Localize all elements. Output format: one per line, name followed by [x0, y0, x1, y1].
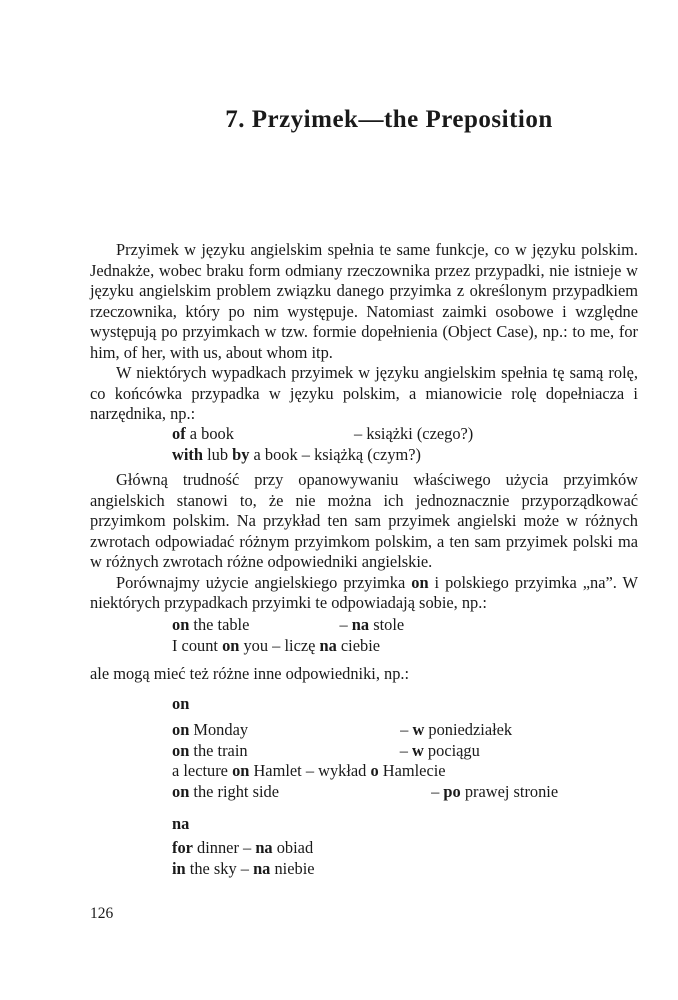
example-row — [172, 424, 474, 445]
paragraph-2: W niektórych wypadkach przyimek w języku angielskim spełnia tę samą rolę, co końcówka przypadka w języku polskim, a mianowicie rolę dopełniacza i narzędnika, np.: — [90, 363, 638, 423]
example-sep: – — [400, 720, 413, 739]
example-pl-group — [340, 615, 405, 634]
example-en: the table — [189, 615, 250, 634]
paragraph-4-bold: on — [411, 572, 429, 592]
section-on — [172, 694, 189, 715]
example-pl: poniedziałek — [424, 720, 513, 739]
example-block-on-na — [172, 615, 405, 656]
example-en: dinner – — [192, 838, 256, 857]
example-en-bold: on — [232, 761, 250, 780]
example-en-bold: on — [172, 615, 190, 634]
section-heading — [172, 694, 189, 715]
example-pl: obiad — [272, 838, 314, 857]
example-row — [172, 781, 559, 803]
example-sep: – wykład — [301, 761, 371, 780]
section-na-rows — [172, 838, 315, 879]
example-pl-bold: w — [412, 720, 425, 739]
example-en-bold: on — [172, 740, 190, 760]
section-heading-text: na — [172, 814, 190, 833]
example-en: the train — [189, 740, 248, 760]
example-en: you – liczę — [239, 635, 320, 655]
paragraph-4 — [90, 573, 638, 614]
example-en-bold: on — [172, 720, 190, 739]
example-row — [172, 740, 480, 762]
example-row — [172, 445, 421, 466]
example-en: a book — [185, 424, 234, 443]
example-en-bold: of — [172, 424, 186, 443]
example-en-bold: in — [172, 858, 186, 878]
example-en: the right side — [189, 781, 279, 801]
example-pl: stole — [369, 615, 405, 634]
example-sep: – — [339, 615, 352, 634]
example-pl-bold: na — [253, 858, 271, 878]
paragraph-other — [90, 664, 638, 685]
example-pl-group — [400, 741, 480, 760]
example-sep: – — [431, 781, 444, 801]
paragraph-4-text: i polskiego przyimka „na”. W niektórych przypadkach przyimki te odpowiadają sobie, np.: — [90, 572, 639, 612]
paragraph-difficulty — [90, 470, 638, 614]
section-on-rows — [172, 720, 559, 802]
example-en-bold: on — [172, 781, 190, 801]
example-pl-bold: o — [370, 761, 379, 780]
chapter-title: 7. Przyimek—the Preposition — [225, 106, 553, 133]
example-pl-bold: w — [411, 740, 424, 760]
example-pl: pociągu — [423, 740, 480, 760]
example-pl: ciebie — [336, 635, 381, 655]
example-en: Monday — [189, 720, 249, 739]
example-block-genitive — [172, 424, 474, 465]
example-pl: Hamlecie — [378, 761, 446, 780]
paragraph-5: ale mogą mieć też różne inne odpowiedniki, np.: — [90, 664, 410, 683]
example-en: I count — [172, 635, 223, 655]
example-row — [172, 761, 446, 782]
example-en-bold: with — [172, 444, 203, 464]
section-heading-text: on — [172, 694, 190, 713]
paragraph-intro — [90, 240, 638, 425]
paragraph-4-text: Porównajmy użycie angielskiego przyimka — [116, 572, 412, 592]
page-number: 126 — [90, 905, 114, 922]
example-row — [172, 615, 405, 636]
example-pl-bold: na — [351, 615, 370, 634]
example-row — [172, 720, 513, 741]
example-en: Hamlet — [249, 761, 302, 780]
section-na — [172, 814, 189, 835]
example-en-bold: by — [232, 444, 250, 464]
example-en-bold: on — [222, 635, 240, 655]
example-sep: – — [399, 740, 412, 760]
example-pl: – książki (czego?) — [354, 424, 474, 443]
example-row — [172, 636, 380, 657]
example-pl-group — [400, 720, 512, 739]
example-pl-bold: na — [319, 635, 337, 655]
example-pl-bold: po — [443, 781, 461, 801]
example-pl-bold: na — [255, 838, 273, 857]
example-en: a lecture — [172, 761, 233, 780]
example-en-bold: for — [172, 838, 193, 857]
example-en: a book – książką (czym?) — [249, 444, 421, 464]
example-row — [172, 838, 315, 859]
example-pl-group — [431, 782, 558, 801]
example-en: the sky – — [185, 858, 254, 878]
paragraph-3: Główną trudność przy opanowywaniu właściwego użycia przyimków angielskich stanowi to, że nie można ich jednoznacznie przyporządkować przyimkom polskim. Na przykład ten sam przyimek angielski może w różnych zwrotach odpowiadać różnym przyimkom polskim, a ten sam przyimek polski ma w różnych zwrotach różne odpowiedniki angielskie. — [90, 470, 638, 571]
section-heading — [172, 814, 189, 835]
paragraph-1: Przyimek w języku angielskim spełnia te same funkcje, co w języku polskim. Jednakże, wobec braku form odmiany rzeczownika przez przypadki, nie istnieje w języku angielskim problem związku danego przyimka z określonym przypadkiem rzeczownika, który po nim występuje. Natomiast zaimki osobowe i względne występują po przyimkach w tzw. formie dopełnienia (Object Case), np.: to me, for him, of her, with us, about whom itp. — [90, 240, 638, 362]
example-pl: prawej stronie — [460, 781, 559, 801]
example-en: lub — [202, 444, 233, 464]
example-pl: niebie — [270, 858, 315, 878]
example-row — [172, 859, 315, 880]
